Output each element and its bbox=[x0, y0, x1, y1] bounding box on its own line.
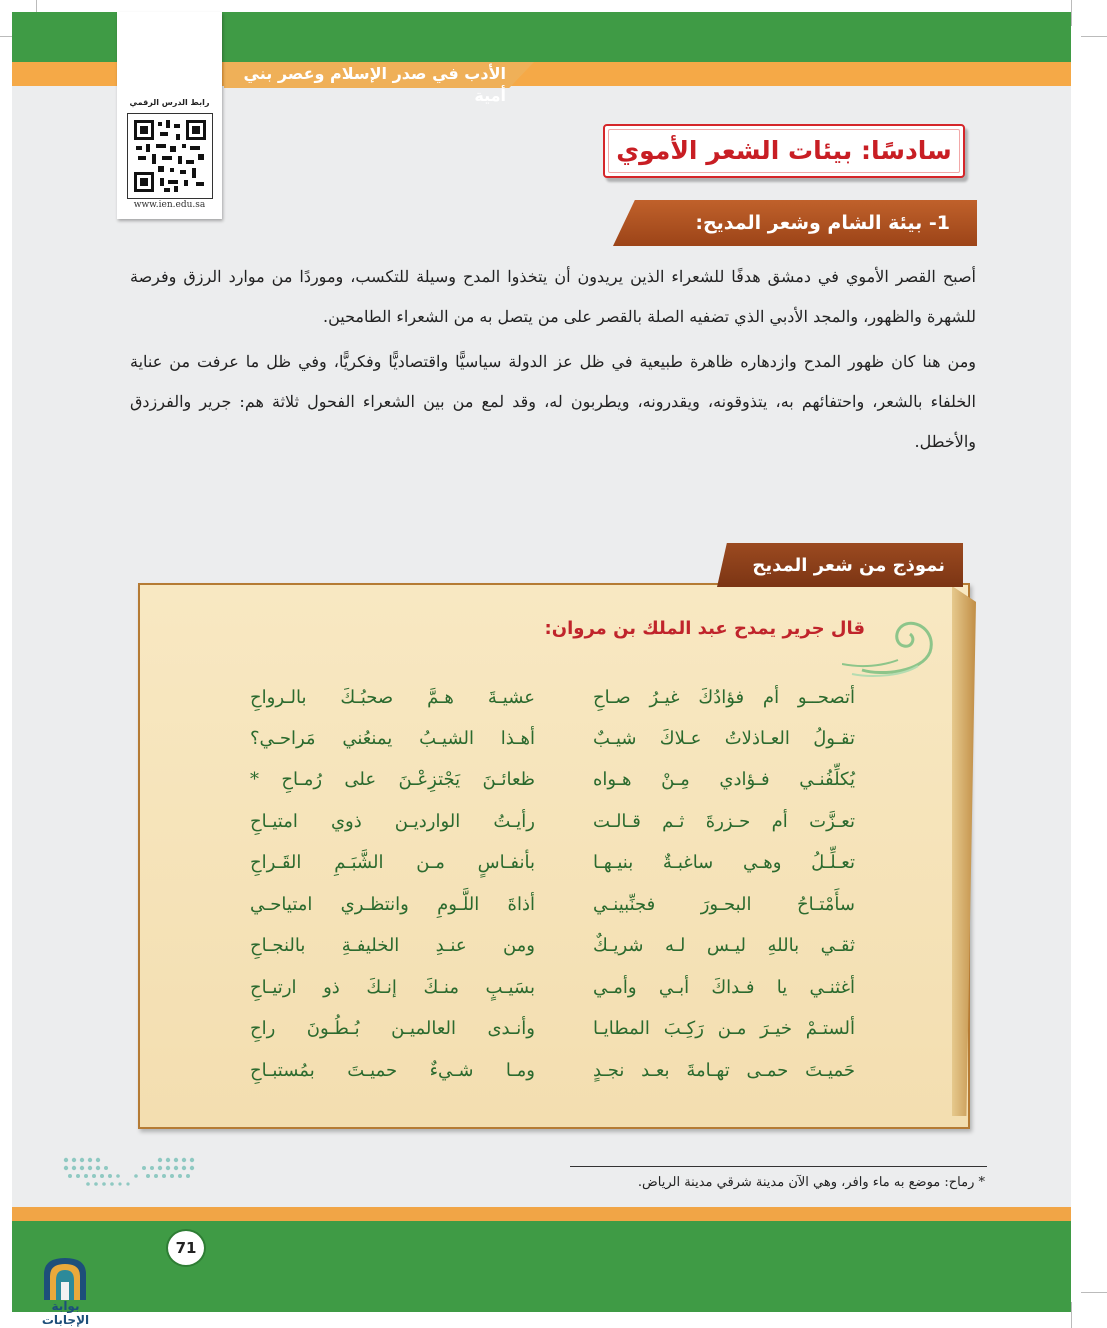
verse-first-hemistich: حَميـتَ حمـى تهـامةَ بعـد نجـدٍ bbox=[593, 1060, 855, 1081]
verse-second-hemistich: أهـذا الشيـبُ يمنعُني مَراحـي؟ bbox=[250, 728, 535, 749]
verse-second-hemistich: ومـا شـيءٌ حميـتَ بمُستبـاحِ bbox=[250, 1060, 535, 1081]
ministry-logo-icon bbox=[60, 1150, 200, 1210]
verse-first-hemistich: ألستـمْ خيـرَ مـن رَكِـبَ المطايـا bbox=[593, 1018, 855, 1039]
verse-first-hemistich: يُكلِّفُنـي فـؤادي مِـنْ هـواه bbox=[593, 769, 855, 790]
verse-first-hemistich: تعـلِّـلُ وهـي ساغبـةٌ بنيـهـا bbox=[593, 852, 855, 873]
verse-second-hemistich: رأيـتُ الوارديـن ذوي امتيـاحِ bbox=[250, 811, 535, 832]
section-title-box bbox=[603, 124, 965, 178]
verse-row bbox=[250, 1008, 855, 1049]
verse-row bbox=[250, 677, 855, 718]
page-number: 71 bbox=[166, 1229, 206, 1267]
verse-second-hemistich: عشيـةَ هـمَّ صحبُـكَ بالـرواحِ bbox=[250, 687, 535, 708]
verse-second-hemistich: بسَيـبٍ منـكَ إنـكَ ذو ارتيـاحِ bbox=[250, 977, 535, 998]
section-title: سادسًا: بيئات الشعر الأموي bbox=[616, 136, 952, 165]
subsection-title: 1- بيئة الشام وشعر المديح: bbox=[695, 212, 950, 234]
verse-row bbox=[250, 925, 855, 966]
crop-mark bbox=[1071, 1302, 1072, 1328]
watermark-text: بوابة الإجابات bbox=[41, 1299, 90, 1327]
verse-row bbox=[250, 842, 855, 883]
body-paragraph: أصبح القصر الأموي في دمشق هدفًا للشعراء الذين يريدون أن يتخذوا المدح وسيلة للتكسب، وموردًا من موارد الرزق وفرصة للشهرة والظهور، والمجد الأدبي الذي تضفيه الصلة بالقصر على من يتصل به من الشعراء الطامحين. bbox=[130, 267, 976, 326]
crop-mark bbox=[1071, 0, 1072, 26]
poem-intro: قال جرير يمدح عبد الملك بن مروان: bbox=[544, 618, 865, 639]
verse-second-hemistich: ظعائـنَ يَجْتزِعْـنَ على رُمـاحِ * bbox=[250, 769, 535, 790]
verse-row bbox=[250, 884, 855, 925]
verse-second-hemistich: وأنـدى العالميـن بُـطُـونَ راحِ bbox=[250, 1018, 535, 1039]
verse-row bbox=[250, 759, 855, 800]
qr-label: رابط الدرس الرقمي bbox=[129, 98, 210, 107]
verse-first-hemistich: أغثنـي يا فـداكَ أبـي وأمـي bbox=[593, 977, 855, 998]
poem-tab-title: نموذج من شعر المديح bbox=[752, 555, 945, 576]
verse-second-hemistich: ومن عنـدِ الخليفـةِ بالنجـاحِ bbox=[250, 935, 535, 956]
verse-row bbox=[250, 967, 855, 1008]
answers-portal-logo-icon bbox=[30, 1256, 100, 1300]
footnote: * رماح: موضع به ماء وافر، وهي الآن مدينة شرقي مدينة الرياض. bbox=[637, 1175, 985, 1190]
bottom-orange-band bbox=[12, 1207, 1071, 1221]
verse-first-hemistich: تعـزَّت أم حـزرةَ ثـم قـالـت bbox=[593, 811, 855, 832]
verse-row bbox=[250, 801, 855, 842]
verse-first-hemistich: أتصحــو أم فؤادُكَ غيـرُ صـاحِ bbox=[593, 687, 855, 708]
verse-first-hemistich: تقـولُ العـاذلاتُ عـلاكَ شيـبٌ bbox=[593, 728, 855, 749]
verse-row bbox=[250, 718, 855, 759]
crop-mark bbox=[1081, 36, 1107, 37]
crop-mark bbox=[1081, 1292, 1107, 1293]
qr-url[interactable]: www.ien.edu.sa bbox=[133, 200, 206, 210]
qr-code-icon[interactable] bbox=[127, 113, 213, 199]
verse-second-hemistich: أذاةَ اللَّـومِ وانتظـري امتياحـي bbox=[250, 894, 535, 915]
qr-card[interactable] bbox=[117, 12, 222, 219]
running-header: الأدب في صدر الإسلام وعصر بني أمية bbox=[243, 64, 506, 105]
verse-first-hemistich: ثقـي باللهِ ليـس لـه شريـكٌ bbox=[593, 935, 855, 956]
verse-row bbox=[250, 1050, 855, 1091]
verse-first-hemistich: سأَمْتـاحُ البحـورَ فجنِّبينـي bbox=[593, 894, 855, 915]
verse-second-hemistich: بأنفـاسٍ مـن الشَّبَـمِ القَـراحِ bbox=[250, 852, 535, 873]
footnote-divider bbox=[570, 1166, 987, 1167]
body-paragraph: ومن هنا كان ظهور المدح وازدهاره ظاهرة طبيعية في ظل عز الدولة سياسيًّا واقتصاديًّا وفكريًّا، وفي ظل ما عرفت من عناية الخلفاء بالشعر، واحتفائهم به، يتذوقونه، ويقدرونه، ويطربون له، وقد لمع من بين الشعراء الفحول ثلاثة هم: جرير والفرزدق والأخطل. bbox=[130, 352, 977, 451]
